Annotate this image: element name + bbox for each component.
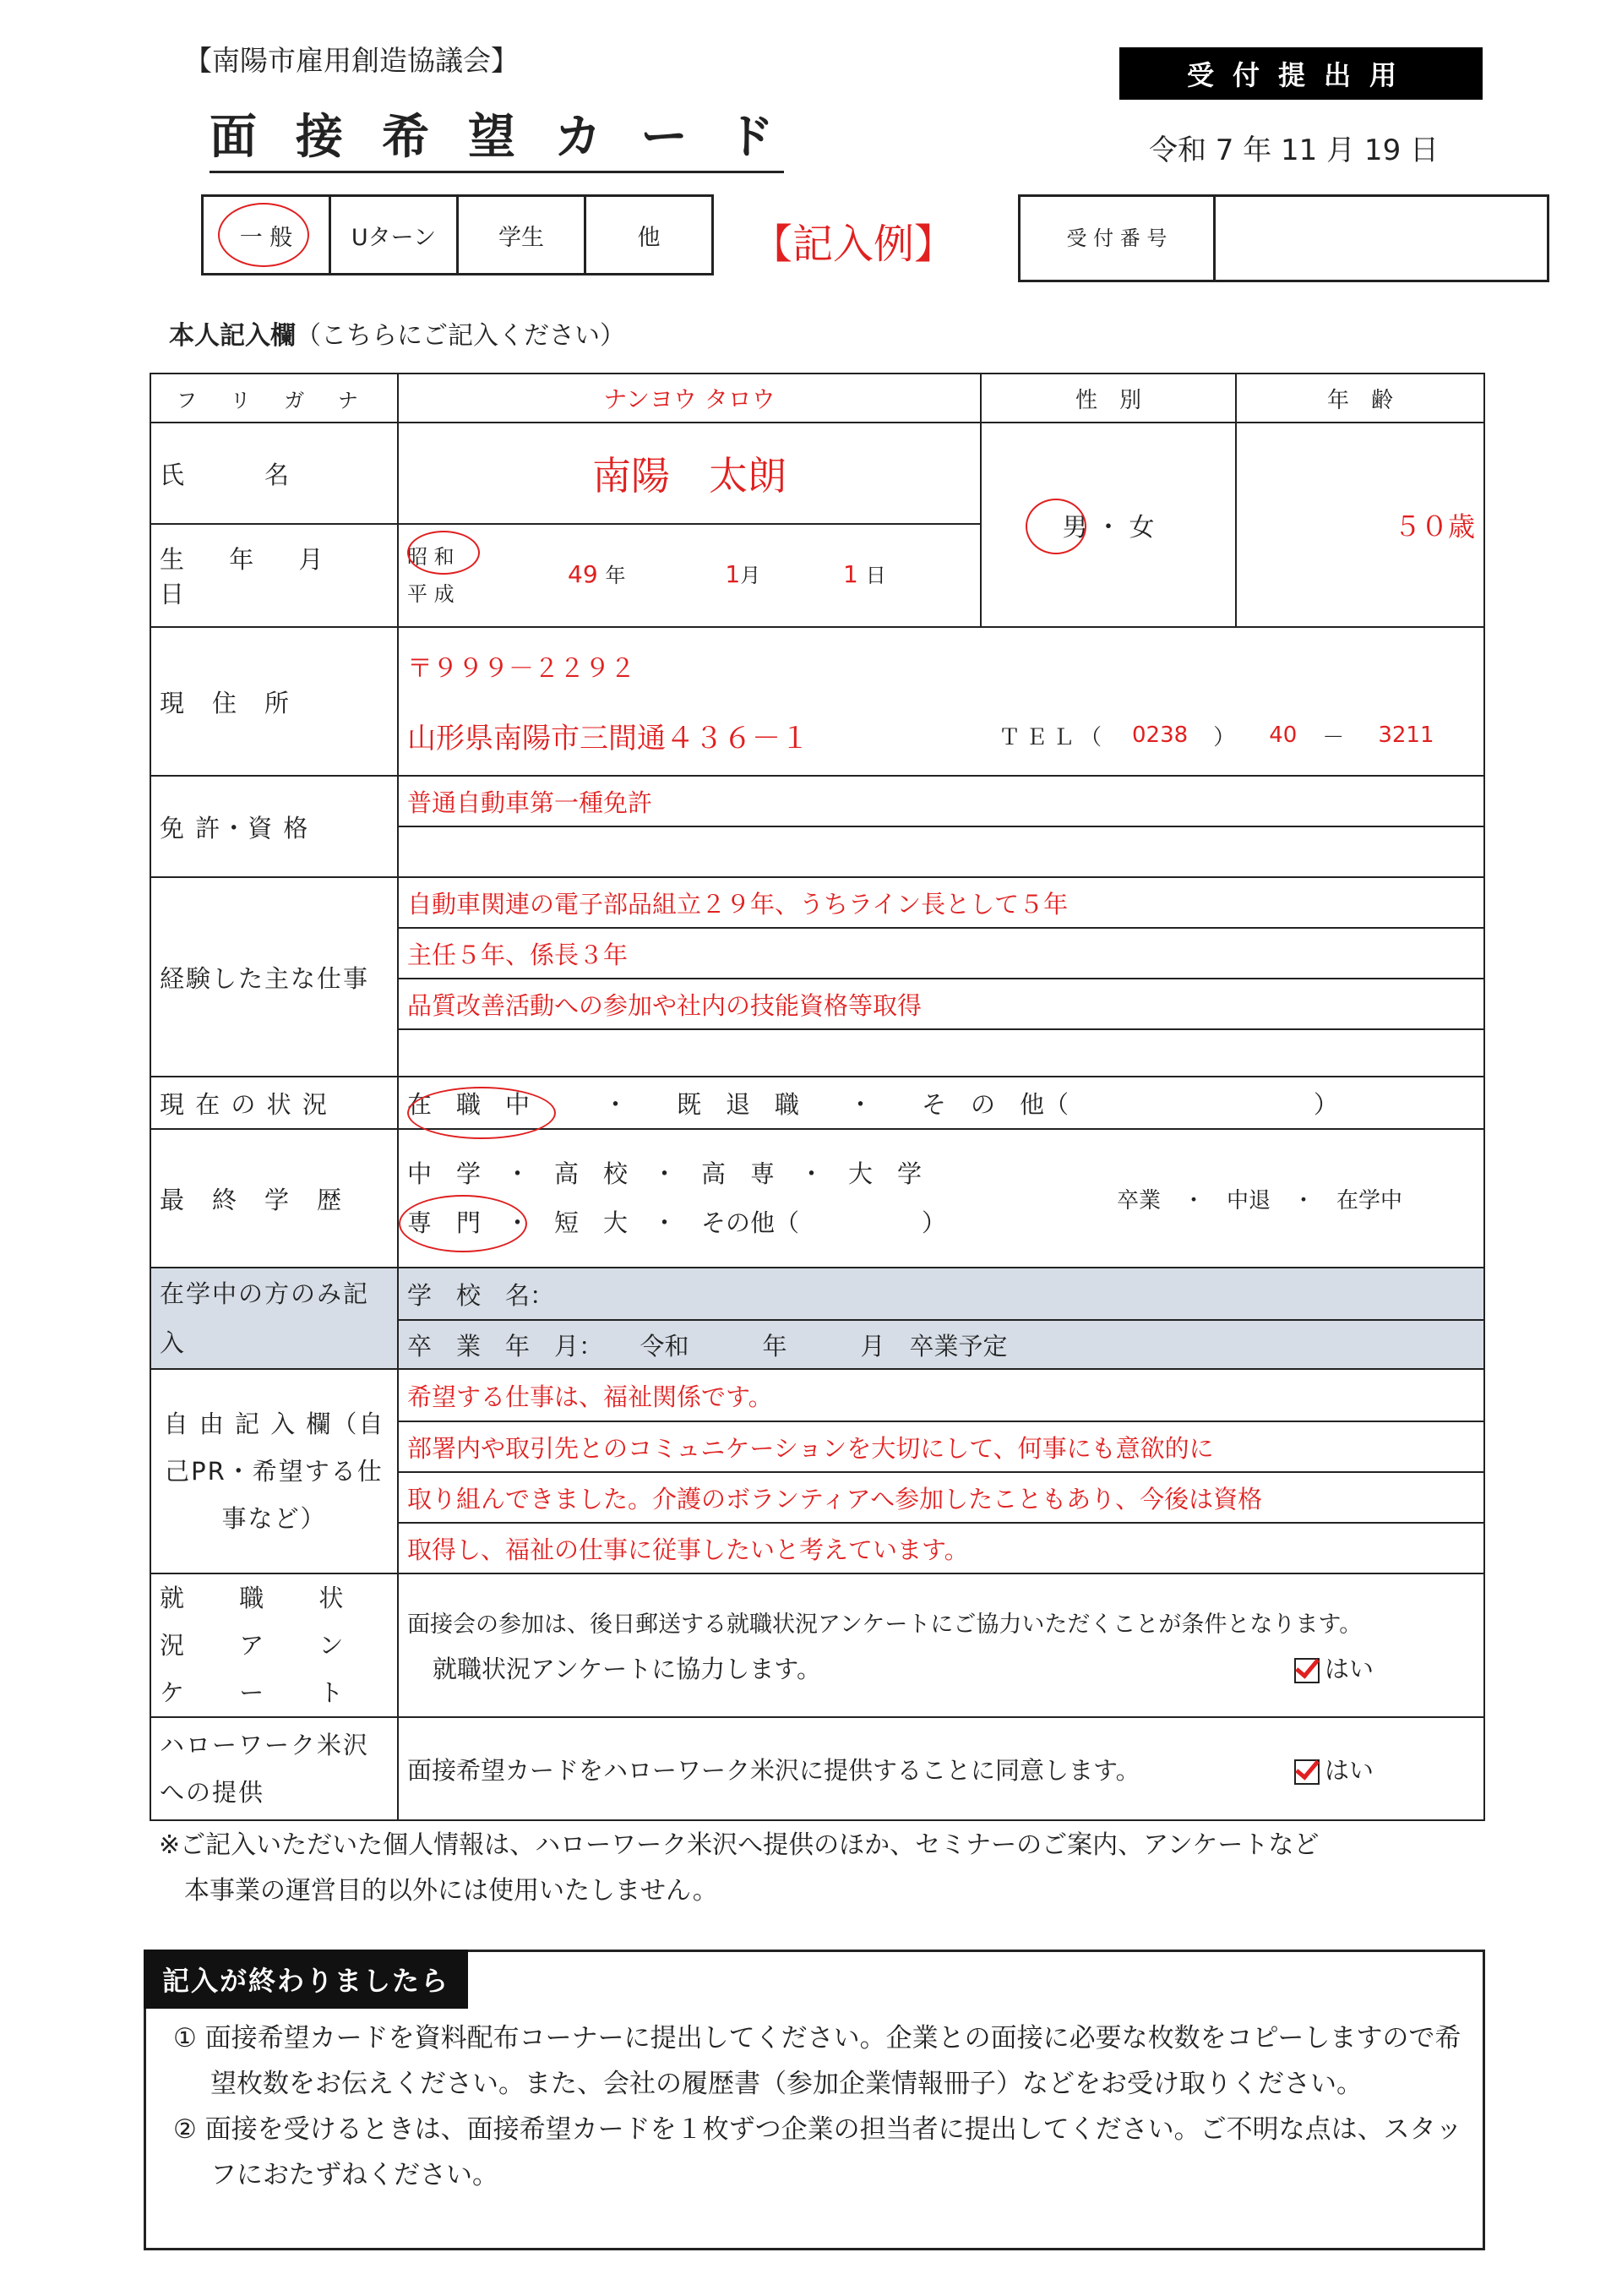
education-field[interactable] [398, 1129, 1484, 1268]
self-section-title: 本人記入欄 [169, 321, 296, 351]
tel-mid: 40 [1269, 723, 1298, 748]
era-showa: 昭 和 [407, 545, 454, 569]
sex-selection-circle [1026, 499, 1086, 554]
hellowork-label: ハローワーク米沢への提供 [150, 1717, 398, 1820]
free-entry-label: 自 由 記 入 欄（自己PR・希望する仕事など） [150, 1369, 398, 1573]
category-other[interactable]: 他 [585, 196, 713, 275]
status-label: 現 在 の 状 況 [150, 1077, 398, 1129]
license-label: 免 許・資 格 [150, 776, 398, 877]
student-label: 在学中の方のみ記 入 [150, 1268, 398, 1369]
organizer-label: 【南陽市雇用創造協議会】 [184, 44, 519, 77]
hellowork-agreement: 面接希望カードをハローワーク米沢に提供することに同意します。 [407, 1755, 1140, 1785]
category-student[interactable]: 学生 [458, 196, 585, 275]
free-entry-line-1[interactable]: 希望する仕事は、福祉関係です。 [398, 1369, 1484, 1421]
address-value: 山形県南陽市三間通４３６－１ [407, 721, 809, 755]
form-date: 令和 7 年 11 月 19 日 [1149, 134, 1440, 167]
category-uturn[interactable]: Uターン [330, 196, 458, 275]
education-options-2: 専 門 ・ 短 大 ・ その他（ ） [407, 1208, 947, 1237]
education-selection-circle [399, 1195, 527, 1252]
submit-use-label: 受付提出用 [1119, 47, 1483, 100]
free-entry-line-2[interactable]: 部署内や取引先とのコミュニケーションを大切にして、何事にも意欲的に [398, 1421, 1484, 1472]
experience-line-1[interactable]: 自動車関連の電子部品組立２９年、うちライン長として５年 [398, 877, 1484, 928]
education-status: 卒業 ・ 中退 ・ 在学中 [1117, 1187, 1403, 1213]
birth-day: 1 [843, 560, 858, 588]
selection-circle [218, 203, 309, 267]
survey-label: 就 職 状 況 ア ン ケ ー ト [150, 1573, 398, 1717]
hellowork-field [398, 1717, 1484, 1820]
era-heisei: 平 成 [407, 582, 454, 606]
sex-field[interactable]: 男 ・ 女 [981, 423, 1236, 627]
education-options-1: 中 学 ・ 高 校 ・ 高 専 ・ 大 学 [407, 1159, 923, 1188]
furigana-field[interactable]: ナンヨウ タロウ [398, 374, 981, 423]
application-form [150, 373, 1485, 1821]
address-field[interactable] [398, 627, 1484, 776]
instruction-item-1: ① 面接希望カードを資料配布コーナーに提出してください。企業との面接に必要な枚数をコピーしますので希望枚数をお伝えください。また、会社の履歴書（参加企業情報冊子）などをお受け取りください。 [173, 2023, 1461, 2099]
survey-field [398, 1573, 1484, 1717]
instructions-title: 記入が終わりましたら [144, 1950, 468, 2009]
hellowork-checkbox[interactable] [1294, 1759, 1320, 1785]
reception-number-field[interactable] [1215, 196, 1549, 281]
privacy-note-line-1: ※ご記入いただいた個人情報は、ハローワーク米沢へ提供のほか、セミナーのご案内、アンケートなど [159, 1830, 1320, 1860]
category-general[interactable]: 一 般 [203, 196, 330, 275]
tel-paren: ） [1213, 724, 1236, 750]
status-selection-circle [407, 1087, 556, 1139]
form-title: 面接希望カード [210, 100, 784, 173]
license-line-1[interactable]: 普通自動車第一種免許 [398, 776, 1484, 826]
birth-month: 1 [725, 560, 741, 588]
birthdate-label: 生 年 月 日 [150, 524, 398, 627]
postal-code: 〒９９９－２２９２ [407, 653, 635, 684]
example-label: 【記入例】 [752, 221, 955, 268]
name-field[interactable]: 南陽 太朗 [398, 423, 981, 524]
furigana-label: フ リ ガ ナ [150, 374, 398, 423]
tel-area: 0238 [1132, 723, 1189, 748]
reception-label: 受 付 番 号 [1020, 196, 1215, 281]
survey-checkbox[interactable] [1294, 1658, 1320, 1683]
birthdate-field[interactable] [398, 524, 981, 627]
self-section-heading [169, 314, 625, 352]
era-selection-circle [407, 531, 480, 575]
tel-dash: － [1322, 724, 1345, 750]
survey-condition: 面接会の参加は、後日郵送する就職状況アンケートにご協力いただくことが条件となります。 [407, 1612, 1363, 1638]
experience-line-3[interactable]: 品質改善活動への参加や社内の技能資格等取得 [398, 979, 1484, 1029]
free-entry-line-4[interactable]: 取得し、福祉の仕事に従事したいと考えています。 [398, 1523, 1484, 1573]
experience-line-4[interactable] [398, 1029, 1484, 1077]
education-label: 最 終 学 歴 [150, 1129, 398, 1268]
name-label: 氏 名 [150, 423, 398, 524]
year-unit: 年 [605, 564, 626, 587]
experience-line-2[interactable]: 主任５年、係長３年 [398, 928, 1484, 979]
age-label: 年 齢 [1236, 374, 1484, 423]
privacy-note [159, 1823, 1319, 1914]
day-unit: 日 [865, 564, 886, 587]
experience-label: 経験した主な仕事 [150, 877, 398, 1077]
free-entry-line-3[interactable]: 取り組んできました。介護のボランティアへ参加したこともあり、今後は資格 [398, 1472, 1484, 1523]
graduation-field[interactable]: 卒 業 年 月： 令和 年 月 卒業予定 [398, 1320, 1484, 1369]
age-field[interactable]: ５０歳 [1236, 423, 1484, 627]
tel-label: ＴＥＬ（ [999, 724, 1108, 750]
survey-yes-label: はい [1324, 1655, 1374, 1683]
instructions-list [173, 2015, 1466, 2198]
instruction-item-2: ② 面接を受けるときは、面接希望カードを１枚ずつ企業の担当者に提出してください。ご不明な点は、スタッフにおたずねください。 [173, 2114, 1462, 2190]
birth-year: 49 [568, 560, 598, 588]
self-section-note: （こちらにご記入ください） [296, 321, 625, 351]
tel-last: 3211 [1378, 723, 1434, 748]
privacy-note-line-2: 本事業の運営目的以外には使用いたしません。 [184, 1876, 718, 1906]
survey-agreement: 就職状況アンケートに協力します。 [433, 1655, 821, 1683]
reception-number-box [1018, 194, 1549, 282]
school-name-field[interactable]: 学 校 名： [398, 1268, 1484, 1320]
license-line-2[interactable] [398, 826, 1484, 877]
status-field[interactable]: 在 職 中 ・ 既 退 職 ・ そ の 他（ ） [398, 1077, 1484, 1129]
sex-label: 性 別 [981, 374, 1236, 423]
hellowork-yes-label: はい [1324, 1755, 1374, 1785]
address-label: 現 住 所 [150, 627, 398, 776]
month-unit: 月 [740, 564, 761, 587]
